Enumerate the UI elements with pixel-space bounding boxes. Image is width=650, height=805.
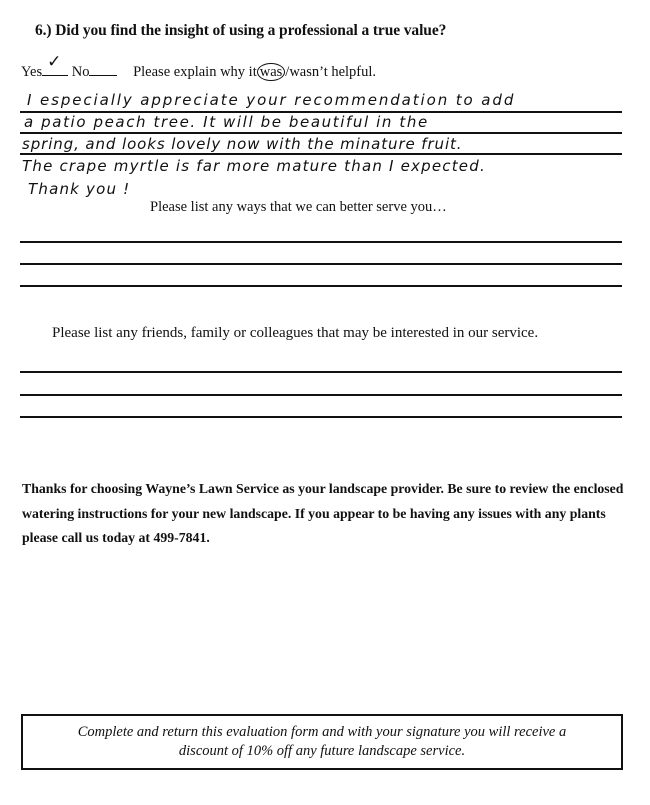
circled-was: was [257,63,286,81]
discount-notice-line-1: Complete and return this evaluation form and with your signature you will receive a [77,724,567,740]
answer-line-2 [20,132,622,134]
serve-line-2[interactable] [20,263,622,265]
thank-you-paragraph: Thanks for choosing Wayne’s Lawn Service as your landscape provider. Be sure to review the enclosed watering instructions for your new landscape. If you appear to be having any issues with any plants please call us today at 499-7841. [22,481,624,545]
explain-prompt-suffix: /wasn’t helpful. [285,64,377,80]
handwritten-line-4: The crape myrtle is far more mature than I expected. [22,157,486,175]
handwritten-line-2: a patio peach tree. It will be beautiful in the [24,113,429,131]
no-label: No [71,64,90,80]
checkmark-icon: ✓ [47,52,62,72]
discount-notice-box [21,714,623,770]
handwritten-line-5: Thank you ! [28,180,131,198]
question-6-title: 6.) Did you find the insight of using a professional a true value? [35,22,447,39]
serve-line-1[interactable] [20,241,622,243]
no-answer-field[interactable] [89,61,117,76]
answer-line-3 [20,153,622,155]
yes-no-row [21,52,377,81]
discount-notice-line-2: discount of 10% off any future landscape service. [178,743,466,759]
serve-better-prompt: Please list any ways that we can better serve you… [150,199,447,215]
serve-line-3[interactable] [20,285,622,287]
handwritten-line-1: I especially appreciate your recommendation to add [27,91,516,109]
referrals-prompt: Please list any friends, family or colleagues that may be interested in our service. [52,325,539,341]
explain-prompt-prefix: Please explain why it [133,64,257,80]
referral-line-1[interactable] [20,371,622,373]
referral-line-3[interactable] [20,416,622,418]
handwritten-line-3: spring, and looks lovely now with the minature fruit. [22,135,463,153]
referral-line-2[interactable] [20,394,622,396]
yes-label: Yes [21,64,43,80]
yes-answer-field[interactable] [42,52,68,76]
